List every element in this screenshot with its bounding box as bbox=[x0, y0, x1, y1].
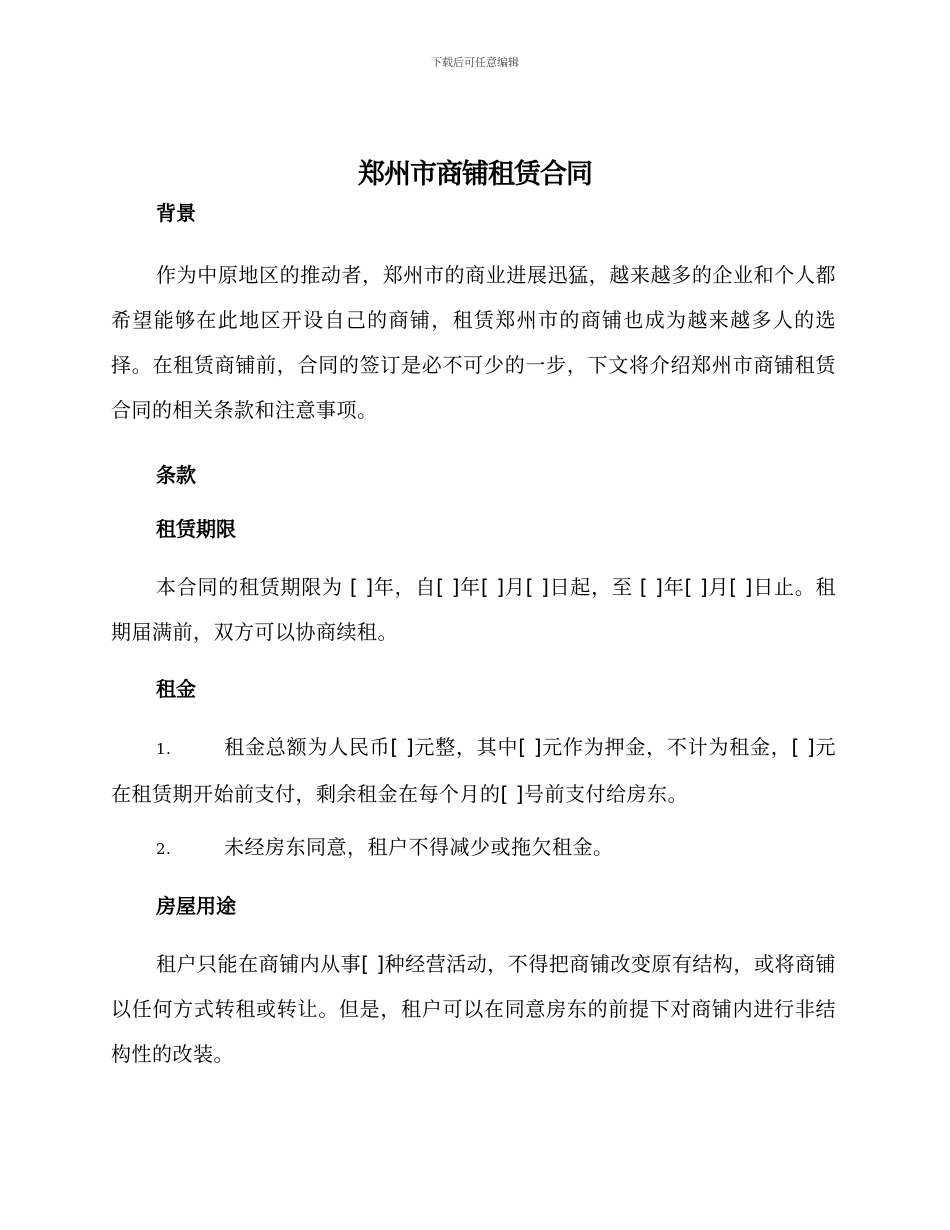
paragraph-term: 本合同的租赁期限为 [ ]年，自[ ]年[ ]月[ ]日起，至 [ ]年[ ]月[ ]日止。租期届满前，双方可以协商续租。 bbox=[111, 575, 836, 644]
section-heading-background: 背景 bbox=[156, 201, 196, 225]
section-heading-usage: 房屋用途 bbox=[156, 894, 236, 918]
paragraph-usage: 租户只能在商铺内从事[ ]种经营活动，不得把商铺改变原有结构，或将商铺以任何方式转租或转让。但是，租户可以在同意房东的前提下对商铺内进行非结构性的改装。 bbox=[111, 952, 836, 1066]
list-item bbox=[111, 725, 836, 817]
list-item-text: 租金总额为人民币[ ]元整，其中[ ]元作为押金，不计为租金，[ ]元在租赁期开始前支付，剩余租金在每个月的[ ]号前支付给房东。 bbox=[111, 735, 836, 806]
list-number: 2. bbox=[156, 840, 172, 858]
document-title: 郑州市商铺租赁合同 bbox=[358, 159, 592, 190]
section-heading-rent: 租金 bbox=[156, 677, 196, 701]
section-heading-term: 租赁期限 bbox=[156, 517, 236, 541]
paragraph-background: 作为中原地区的推动者，郑州市的商业进展迅猛，越来越多的企业和个人都希望能够在此地区开设自己的商铺，租赁郑州市的商铺也成为越来越多人的选择。在租赁商铺前，合同的签订是必不可少的一步，下文将介绍郑州市商铺租赁合同的相关条款和注意事项。 bbox=[111, 263, 836, 422]
header-note: 下载后可任意编辑 bbox=[431, 56, 519, 69]
section-heading-clauses: 条款 bbox=[156, 463, 196, 487]
list-number: 1. bbox=[156, 740, 172, 758]
document-body bbox=[111, 195, 836, 1077]
list-item-text: 未经房东同意，租户不得减少或拖欠租金。 bbox=[224, 835, 614, 859]
list-item bbox=[111, 825, 836, 872]
